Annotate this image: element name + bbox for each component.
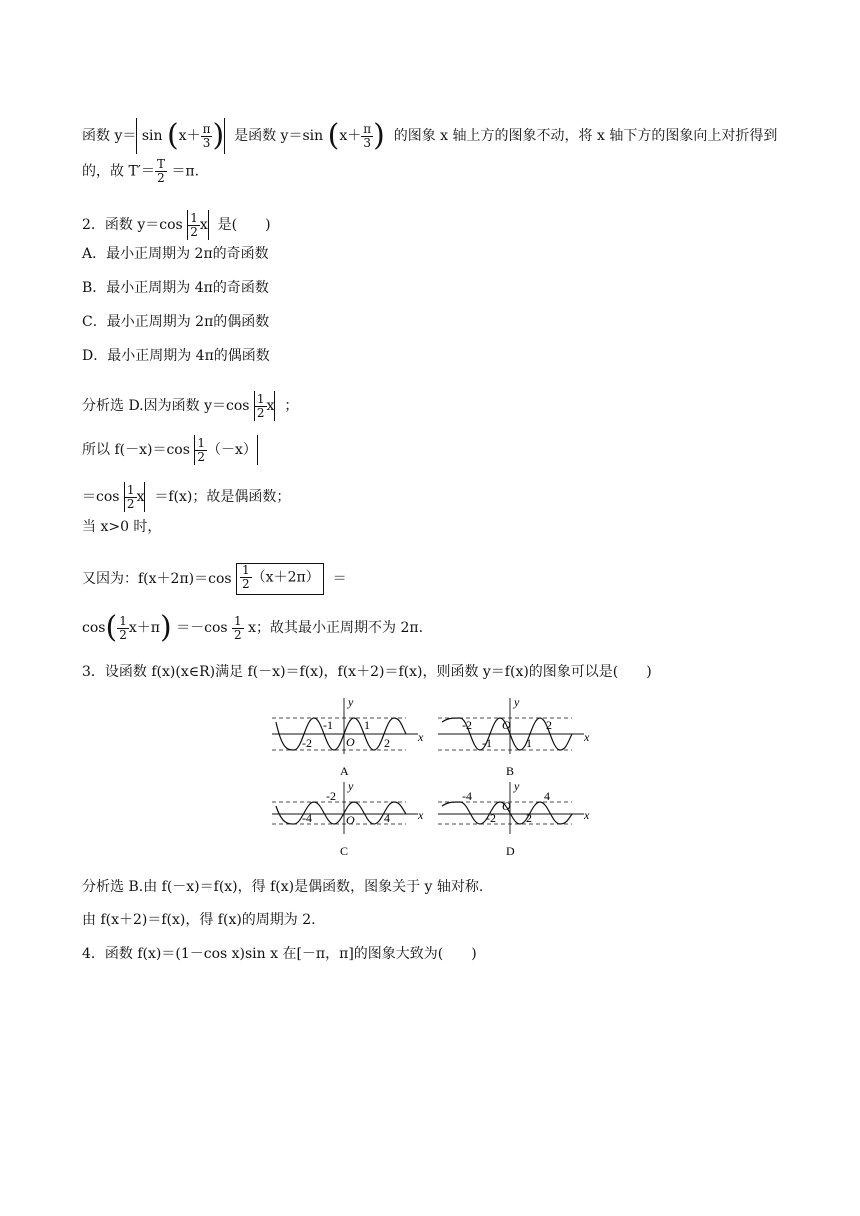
question-2 <box>82 210 271 240</box>
solution-line-1 <box>82 118 777 154</box>
tick-label: 1 <box>364 718 370 732</box>
solution-line-2 <box>82 158 199 185</box>
y-label: y <box>348 695 354 709</box>
tick-label: -4 <box>302 811 312 825</box>
question-3: 3．设函数 f(x)(x∈R)满足 f(－x)＝f(x)，f(x＋2)＝f(x)，则函数 y＝f(x)的图象可以是( ) <box>82 664 652 680</box>
analysis-line-3 <box>82 482 290 512</box>
analysis-line-4: 当 x>0 时， <box>82 519 162 535</box>
option-a: A．最小正周期为 2π的奇函数 <box>82 246 269 262</box>
paren: ( <box>327 118 340 153</box>
tick-label: 2 <box>384 736 390 750</box>
origin-label: O <box>346 813 355 827</box>
text: ； <box>284 398 299 414</box>
fraction: $\frac{1}{2}$ <box>256 391 265 420</box>
caption: A <box>340 764 349 778</box>
tick-label: -4 <box>462 789 472 803</box>
abs-bar <box>274 391 275 421</box>
paren: ( <box>166 118 179 153</box>
text: ＝cos <box>82 489 120 505</box>
text: 的图象 x 轴上方的图象不动，将 x 轴下方的图象向上对折得到 <box>393 128 778 144</box>
tick-label: -1 <box>323 718 333 732</box>
option-c: C．最小正周期为 2π的偶函数 <box>82 314 270 330</box>
tick-label: -2 <box>462 718 472 732</box>
tick-label: 2 <box>546 718 552 732</box>
text: 2．函数 y＝cos <box>82 217 183 233</box>
question-4: 4．函数 f(x)＝(1－cos x)sin x 在[－π，π]的图象大致为( ) <box>82 946 477 962</box>
x-label: x <box>418 808 424 822</box>
tick-label: -2 <box>326 789 336 803</box>
tick-label: 4 <box>544 789 550 803</box>
text: 函数 y＝ <box>82 128 137 144</box>
paren: ( <box>105 610 118 645</box>
y-label: y <box>348 779 354 793</box>
tick-label: 2 <box>526 811 532 825</box>
fraction: $\frac{1}{2}$ <box>242 563 250 591</box>
text: 所以 f(－x)＝cos <box>82 442 190 458</box>
text: 分析选 D.因为函数 y＝cos <box>82 398 250 414</box>
fraction: $\frac{\pi}{3}$ <box>363 121 372 150</box>
origin-label: O <box>346 735 355 749</box>
y-label: y <box>514 779 520 793</box>
text: 的，故 T′＝ <box>82 163 155 180</box>
text: cos <box>82 620 106 636</box>
origin-label: O <box>502 718 511 732</box>
text: 是函数 y＝sin <box>234 128 324 144</box>
text: ＝ <box>332 571 347 587</box>
abs-bar <box>144 482 145 512</box>
text: （－x） <box>207 442 257 458</box>
fraction: $\frac{T}{2}$ <box>156 157 165 185</box>
graph-c <box>272 779 424 858</box>
text: 又因为：f(x＋2π)＝cos <box>82 571 232 587</box>
caption: D <box>506 844 515 858</box>
x-label: x <box>584 808 590 822</box>
origin-label: O <box>502 799 511 813</box>
abs-bar <box>257 435 258 465</box>
text: x；故其最小正周期不为 2π. <box>248 620 424 636</box>
analysis-line-2 <box>82 435 258 465</box>
analysis-line-8: 由 f(x＋2)＝f(x)，得 f(x)的周期为 2. <box>82 912 316 928</box>
text: ＝f(x)；故是偶函数； <box>154 489 291 505</box>
paren: ) <box>159 610 172 645</box>
tick-label: -2 <box>486 811 496 825</box>
tick-label: 1 <box>526 736 532 750</box>
fraction: $\frac{1}{2}$ <box>119 613 127 642</box>
option-d: D．最小正周期为 4π的偶函数 <box>82 348 270 364</box>
text: ＝－cos <box>176 620 228 636</box>
x-label: x <box>584 730 590 744</box>
graph-b <box>438 695 590 778</box>
graph-a <box>272 695 424 778</box>
tick-label: 4 <box>384 811 390 825</box>
caption: B <box>506 764 515 778</box>
tick-label: -1 <box>482 736 492 750</box>
tick-label: -2 <box>302 736 312 750</box>
abs-bar <box>136 118 137 154</box>
bracket <box>236 563 324 595</box>
fraction: $\frac{1}{2}$ <box>234 613 242 642</box>
analysis-line-7: 分析选 B.由 f(－x)＝f(x)，得 f(x)是偶函数，图象关于 y 轴对称. <box>82 879 484 895</box>
text: sin <box>141 128 163 144</box>
text: ＝π. <box>171 163 200 180</box>
paren: ) <box>373 118 385 153</box>
text: x <box>199 217 208 233</box>
fraction: $\frac{1}{2}$ <box>190 210 198 239</box>
fraction: $\frac{1}{2}$ <box>126 482 135 511</box>
x-label: x <box>418 730 424 744</box>
analysis-line-5 <box>82 563 347 595</box>
analysis-line-6 <box>82 610 424 645</box>
text: （x＋2π） <box>251 569 320 586</box>
fraction: $\frac{1}{2}$ <box>197 435 205 464</box>
fraction: $\frac{\pi}{3}$ <box>202 121 211 150</box>
text: x <box>136 489 145 505</box>
abs-bar <box>208 210 209 240</box>
text: x <box>266 398 275 414</box>
text: x＋ <box>178 128 201 144</box>
abs-bar <box>224 118 225 154</box>
analysis-line-1 <box>82 391 298 421</box>
text: x＋ <box>339 128 362 144</box>
y-label: y <box>514 695 520 709</box>
paren: ) <box>212 118 225 153</box>
graph-options <box>268 694 598 862</box>
caption: C <box>340 844 349 858</box>
option-b: B．最小正周期为 4π的奇函数 <box>82 280 269 296</box>
graph-d <box>438 779 590 858</box>
text: x＋π <box>128 620 160 636</box>
text: 是( ) <box>217 217 271 233</box>
